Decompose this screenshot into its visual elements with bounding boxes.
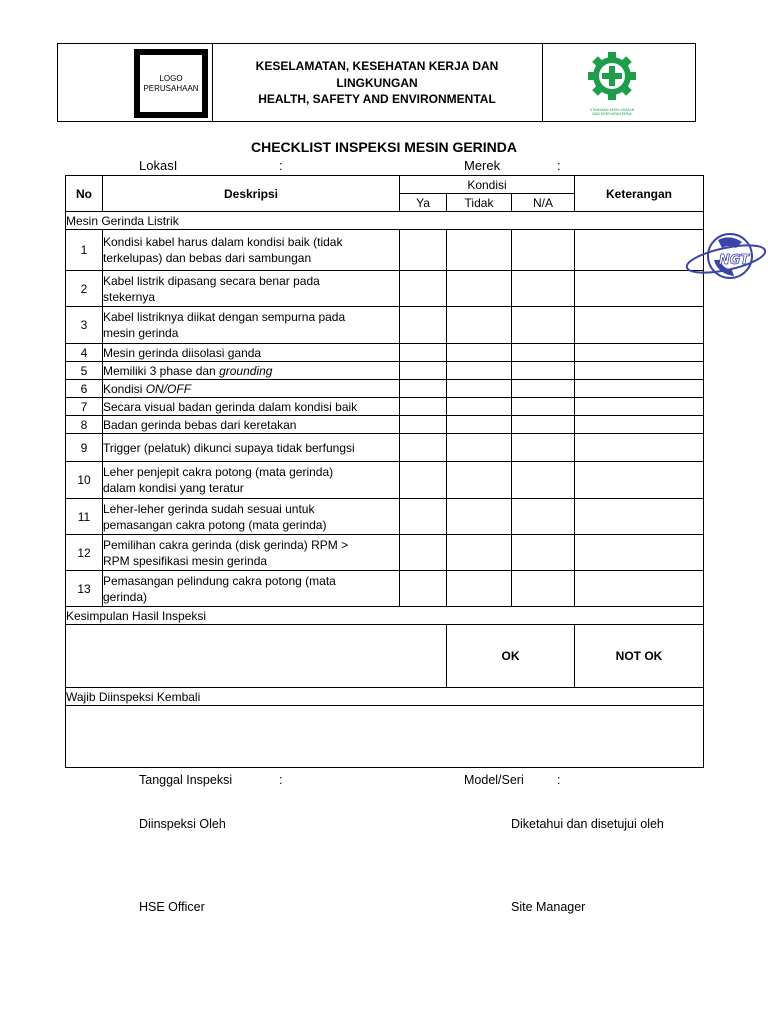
cell-na[interactable]	[512, 535, 575, 571]
cell-ya[interactable]	[400, 398, 447, 416]
table-row	[66, 380, 704, 398]
row-no: 3	[66, 307, 103, 344]
header-tidak: Tidak	[447, 194, 512, 212]
row-desc: Trigger (pelatuk) dikunci supaya tidak berfungsi	[103, 434, 400, 462]
model-colon: :	[557, 773, 561, 787]
cell-tidak[interactable]	[447, 434, 512, 462]
table-row	[66, 398, 704, 416]
cell-na[interactable]	[512, 416, 575, 434]
cell-tidak[interactable]	[447, 230, 512, 271]
cell-na[interactable]	[512, 434, 575, 462]
cell-tidak[interactable]	[447, 499, 512, 535]
reinspect-notes[interactable]	[66, 706, 704, 768]
cell-keterangan[interactable]	[575, 571, 704, 607]
table-row	[66, 307, 704, 344]
logo-line1: LOGO	[159, 73, 183, 83]
k3-logo-text2: DAN KESEHATAN KERJA	[592, 112, 632, 116]
cell-tidak[interactable]	[447, 271, 512, 307]
cell-na[interactable]	[512, 230, 575, 271]
cell-na[interactable]	[512, 362, 575, 380]
row-no: 12	[66, 535, 103, 571]
lokasi-label: LokasI	[139, 158, 178, 173]
cell-tidak[interactable]	[447, 398, 512, 416]
table-row	[66, 571, 704, 607]
cell-na[interactable]	[512, 571, 575, 607]
table-row	[66, 362, 704, 380]
k3-logo-text1: UTAMAKAN KESELAMATAN	[589, 108, 635, 112]
row-desc: Kondisi kabel harus dalam kondisi baik (tidak terkelupas) dan bebas dari sambungan	[103, 230, 400, 271]
cell-keterangan[interactable]	[575, 380, 704, 398]
row-desc: Kondisi ON/OFF	[103, 380, 400, 398]
hse-officer-label: HSE Officer	[139, 900, 205, 914]
row-no: 1	[66, 230, 103, 271]
cell-tidak[interactable]	[447, 307, 512, 344]
table-row	[66, 344, 704, 362]
document-title: CHECKLIST INSPEKSI MESIN GERINDA	[250, 139, 518, 155]
row-desc: Badan gerinda bebas dari keretakan	[103, 416, 400, 434]
cell-tidak[interactable]	[447, 344, 512, 362]
row-no: 2	[66, 271, 103, 307]
cell-na[interactable]	[512, 344, 575, 362]
cell-na[interactable]	[512, 307, 575, 344]
cell-keterangan[interactable]	[575, 344, 704, 362]
row-no: 7	[66, 398, 103, 416]
model-label: Model/Seri	[464, 773, 524, 787]
table-row	[66, 434, 704, 462]
reinspect-title: Wajib Diinspeksi Kembali	[66, 688, 704, 706]
tanggal-label: Tanggal Inspeksi	[139, 773, 233, 787]
cell-ya[interactable]	[400, 380, 447, 398]
header-keterangan: Keterangan	[575, 176, 704, 212]
approved-by-label: Diketahui dan disetujui oleh	[511, 817, 664, 831]
cell-na[interactable]	[512, 499, 575, 535]
table-row	[66, 462, 704, 499]
header-kondisi: Kondisi	[400, 176, 575, 194]
section-title: Mesin Gerinda Listrik	[66, 212, 704, 230]
conclusion-title: Kesimpulan Hasil Inspeksi	[66, 607, 704, 625]
row-no: 8	[66, 416, 103, 434]
cell-ya[interactable]	[400, 362, 447, 380]
table-row	[66, 499, 704, 535]
cell-keterangan[interactable]	[575, 499, 704, 535]
merek-colon: :	[557, 158, 561, 173]
cell-ya[interactable]	[400, 344, 447, 362]
cell-tidak[interactable]	[447, 462, 512, 499]
cell-keterangan[interactable]	[575, 462, 704, 499]
cell-ya[interactable]	[400, 307, 447, 344]
cell-ya[interactable]	[400, 535, 447, 571]
header-title-line2: LINGKUNGAN	[336, 75, 418, 90]
tanggal-colon: :	[279, 773, 283, 787]
k3-gear-cross-icon	[584, 49, 648, 119]
watermark-text: NGT	[718, 253, 750, 268]
cell-ya[interactable]	[400, 571, 447, 607]
cell-keterangan[interactable]	[575, 398, 704, 416]
cell-tidak[interactable]	[447, 362, 512, 380]
cell-na[interactable]	[512, 462, 575, 499]
cell-tidak[interactable]	[447, 380, 512, 398]
header-k3-cell	[542, 44, 695, 121]
document-header	[57, 43, 696, 122]
cell-tidak[interactable]	[447, 416, 512, 434]
row-desc: Pemasangan pelindung cakra potong (mata gerinda)	[103, 571, 400, 607]
row-desc: Secara visual badan gerinda dalam kondisi baik	[103, 398, 400, 416]
header-ya: Ya	[400, 194, 447, 212]
table-row	[66, 271, 704, 307]
header-title-line3: HEALTH, SAFETY AND ENVIRONMENTAL	[258, 92, 496, 106]
row-no: 13	[66, 571, 103, 607]
lokasi-colon: :	[279, 158, 283, 173]
cell-ya[interactable]	[400, 462, 447, 499]
site-manager-label: Site Manager	[511, 900, 586, 914]
cell-keterangan[interactable]	[575, 416, 704, 434]
row-no: 6	[66, 380, 103, 398]
cell-ya[interactable]	[400, 416, 447, 434]
cell-na[interactable]	[512, 398, 575, 416]
header-deskripsi: Deskripsi	[103, 176, 400, 212]
table-row	[66, 416, 704, 434]
ngt-watermark-logo	[684, 226, 768, 292]
header-no: No	[66, 176, 103, 212]
row-desc: Leher-leher gerinda sudah sesuai untuk pemasangan cakra potong (mata gerinda)	[103, 499, 400, 535]
cell-keterangan[interactable]	[575, 535, 704, 571]
cell-na[interactable]	[512, 271, 575, 307]
row-desc: Pemilihan cakra gerinda (disk gerinda) RPM > RPM spesifikasi mesin gerinda	[103, 535, 400, 571]
header-logo-cell	[58, 44, 213, 121]
table-row	[66, 230, 704, 271]
row-desc: Kabel listriknya diikat dengan sempurna pada mesin gerinda	[103, 307, 400, 344]
row-desc: Memiliki 3 phase dan grounding	[103, 362, 400, 380]
cell-keterangan[interactable]	[575, 362, 704, 380]
cell-ya[interactable]	[400, 499, 447, 535]
cell-tidak[interactable]	[447, 571, 512, 607]
merek-label: Merek	[464, 158, 501, 173]
ok-option[interactable]: OK	[447, 625, 575, 688]
header-na: N/A	[512, 194, 575, 212]
table-row	[66, 535, 704, 571]
cell-tidak[interactable]	[447, 535, 512, 571]
logo-line2: PERUSAHAAN	[143, 83, 199, 93]
row-no: 11	[66, 499, 103, 535]
row-no: 9	[66, 434, 103, 462]
row-no: 4	[66, 344, 103, 362]
header-title-line1: KESELAMATAN, KESEHATAN KERJA DAN	[255, 59, 499, 73]
row-desc: Mesin gerinda diisolasi ganda	[103, 344, 400, 362]
row-no: 5	[66, 362, 103, 380]
header-title	[212, 58, 542, 108]
cell-keterangan[interactable]	[575, 434, 704, 462]
inspection-checklist-table	[65, 175, 704, 768]
row-desc: Kabel listrik dipasang secara benar pada stekernya	[103, 271, 400, 307]
cell-ya[interactable]	[400, 230, 447, 271]
cell-keterangan[interactable]	[575, 307, 704, 344]
row-no: 10	[66, 462, 103, 499]
row-desc: Leher penjepit cakra potong (mata gerinda) dalam kondisi yang teratur	[103, 462, 400, 499]
cell-ya[interactable]	[400, 271, 447, 307]
cell-ya[interactable]	[400, 434, 447, 462]
conclusion-notes[interactable]	[66, 625, 447, 688]
header-title-cell	[212, 44, 543, 121]
inspected-by-label: Diinspeksi Oleh	[139, 817, 226, 831]
company-logo	[134, 49, 208, 118]
not-ok-option[interactable]: NOT OK	[575, 625, 704, 688]
cell-na[interactable]	[512, 380, 575, 398]
